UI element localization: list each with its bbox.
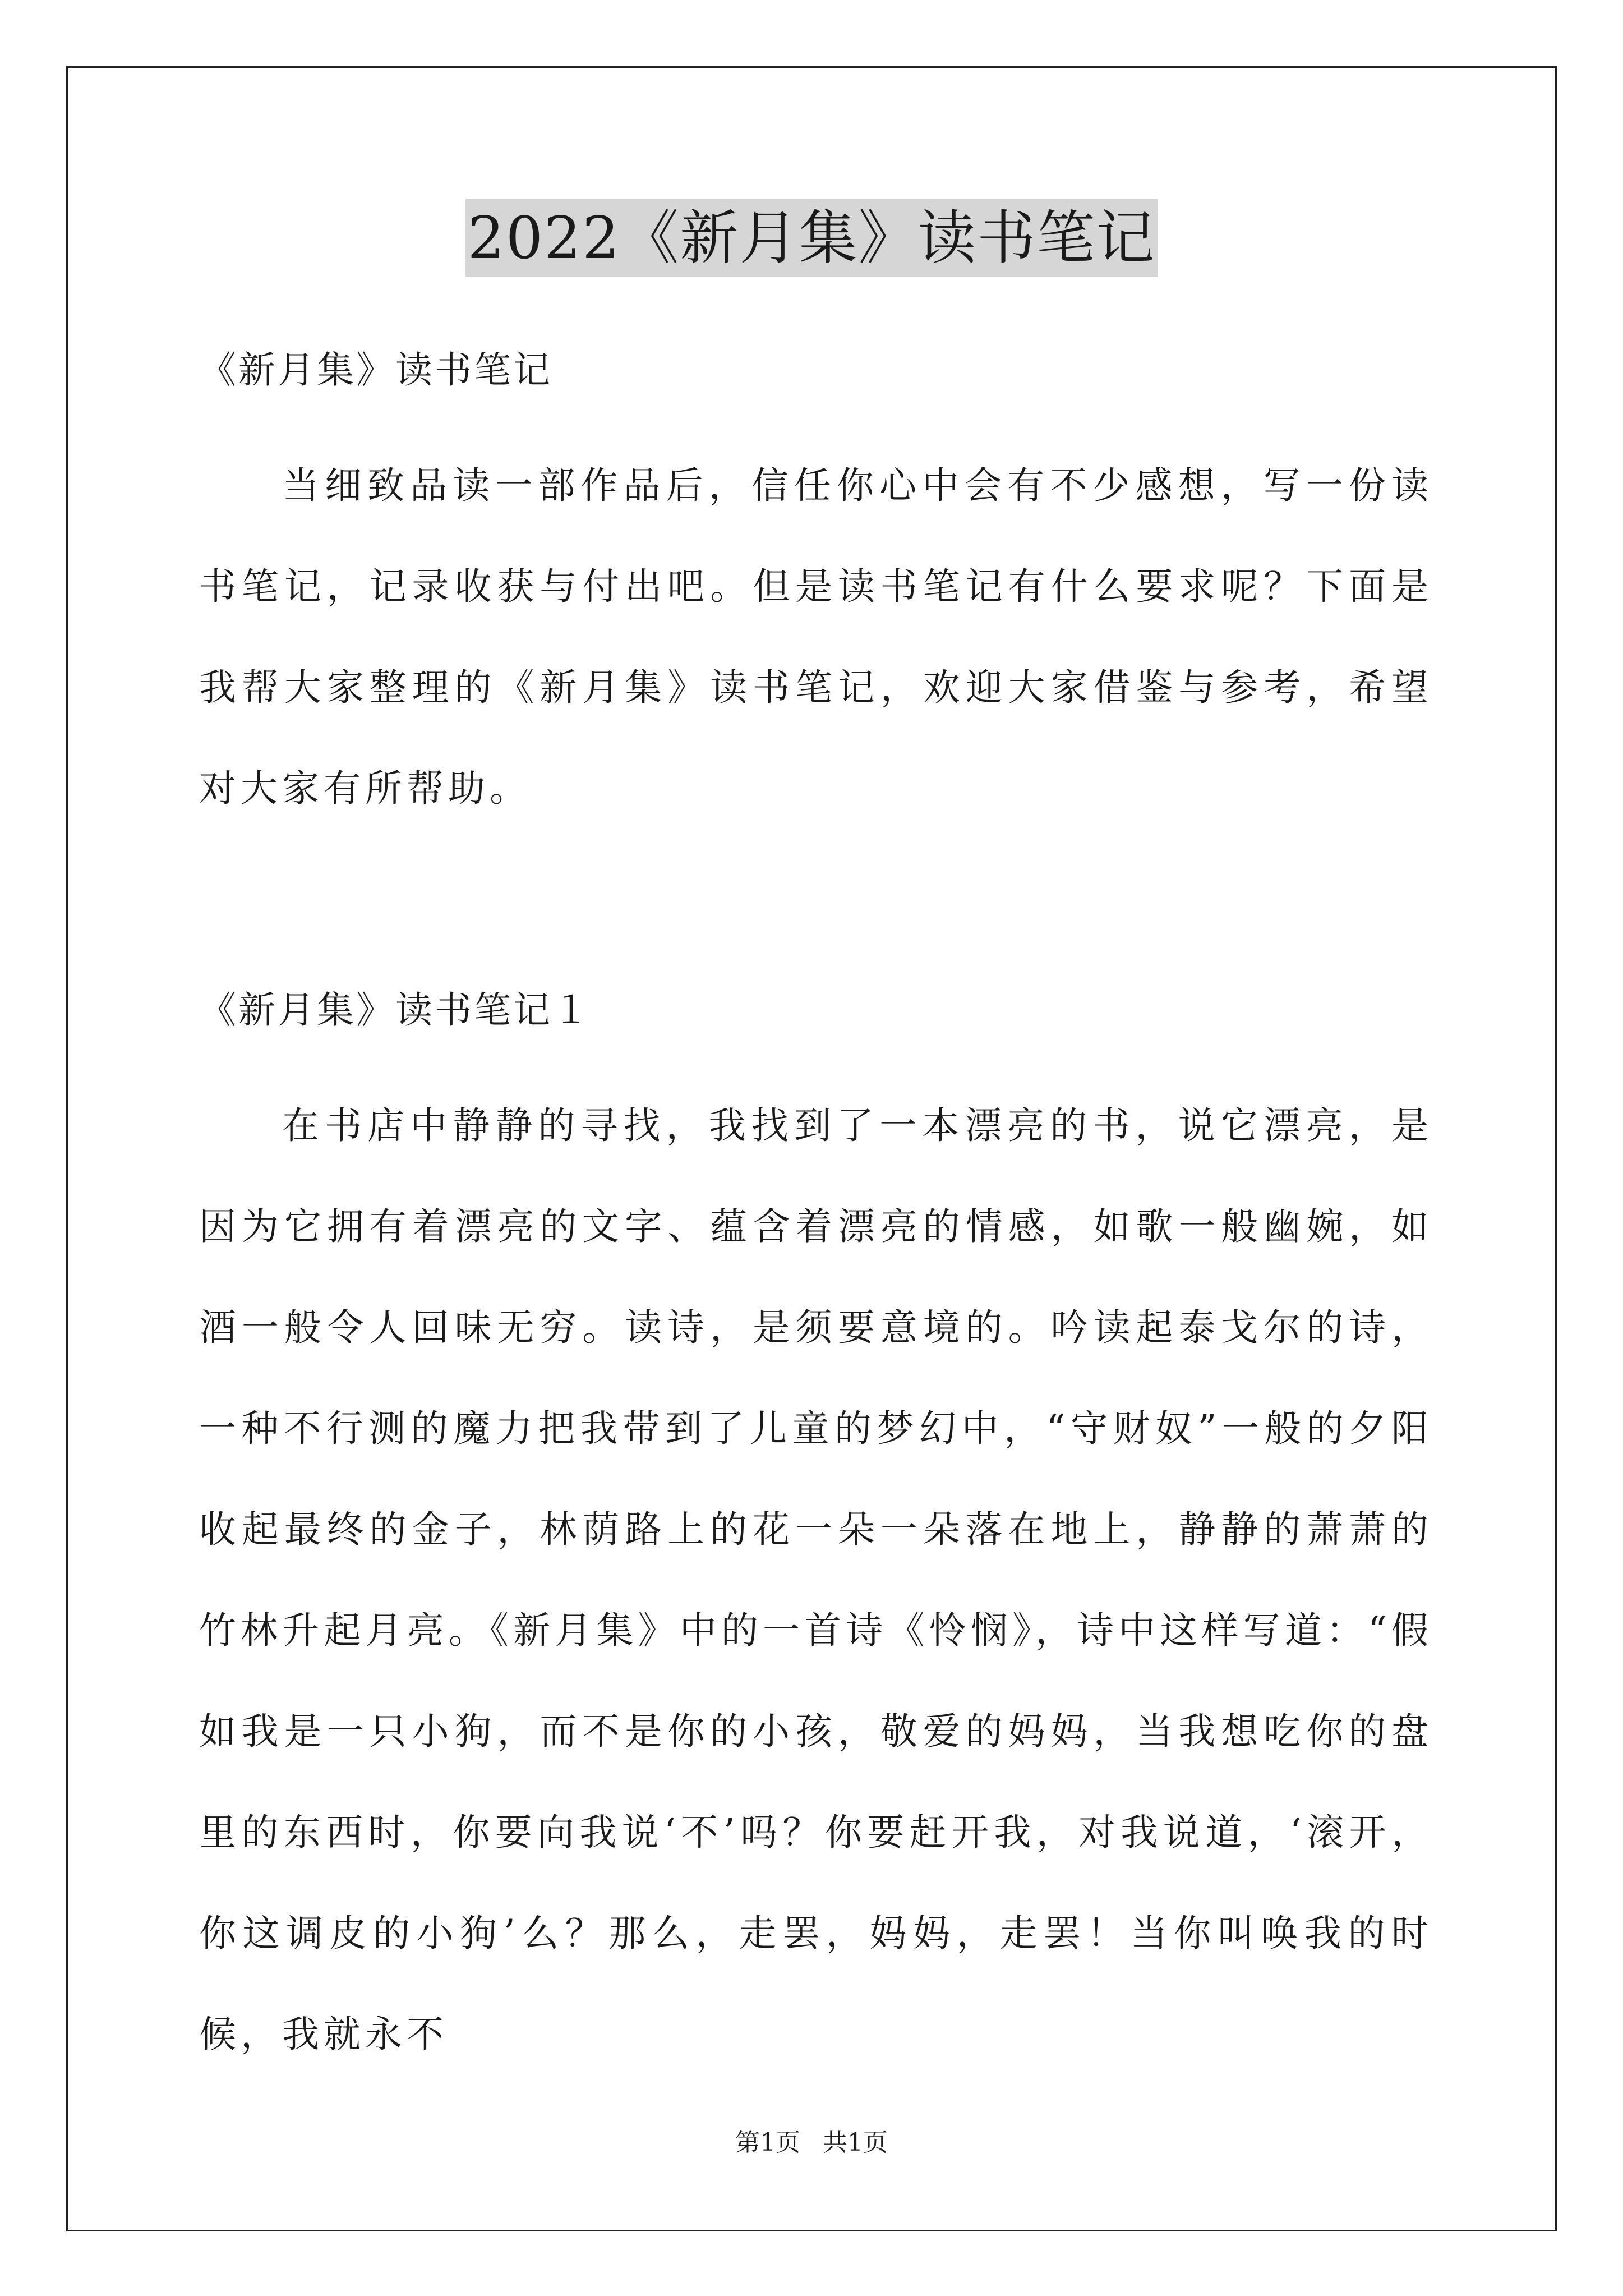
page-total: 共1页 — [823, 2128, 888, 2157]
intro-paragraph: 当细致品读一部作品后，信任你心中会有不少感想，写一份读书笔记，记录收获与付出吧。但是读书笔记有什么要求呢？下面是我帮大家整理的《新月集》读书笔记，欢迎大家借鉴与参考，希望对大家有所帮助。 — [199, 464, 1433, 810]
document-title: 2022《新月集》读书笔记 — [465, 199, 1158, 277]
section-1-paragraph: 在书店中静静的寻找，我找到了一本漂亮的书，说它漂亮，是因为它拥有着漂亮的文字、蕴含着漂亮的情感，如歌一般幽婉，如酒一般令人回味无穷。读诗，是须要意境的。吟读起泰戈尔的诗，一种不行测的魔力把我带到了儿童的梦幻中，“守财奴”一般的夕阳收起最终的金子，林荫路上的花一朵一朵落在地上，静静的萧萧的竹林升起月亮。《新月集》中的一首诗《怜悯》，诗中这样写道：“假如我是一只小狗，而不是你的小孩，敬爱的妈妈，当我想吃你的盘里的东西时，你要向我说‘不’吗？你要赶开我，对我说道，‘滚开，你这调皮的小狗’么？那么，走罢，妈妈，走罢！当你叫唤我的时候，我就永不 — [199, 1104, 1433, 2056]
document-body — [199, 342, 1433, 2085]
page-number: 第1页 — [735, 2128, 800, 2157]
intro-heading: 《新月集》读书笔记 — [199, 348, 552, 392]
section-spacer — [199, 839, 1433, 982]
section-1-heading: 《新月集》读书笔记１ — [199, 988, 592, 1032]
title-container — [0, 199, 1623, 277]
page-footer — [0, 2126, 1623, 2160]
